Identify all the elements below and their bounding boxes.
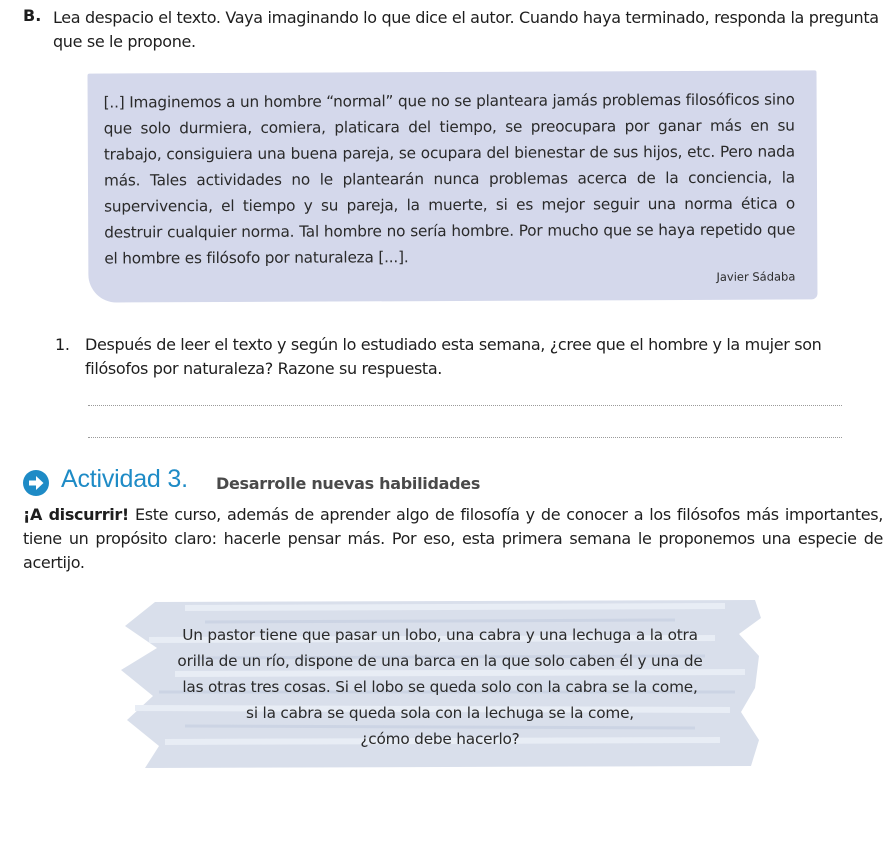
intro-lead: ¡A discurrir! — [23, 505, 129, 524]
question-text: Después de leer el texto y según lo estudiado esta semana, ¿cree que el hombre y la mujer son filósofos por naturaleza? Razone su respuesta. — [85, 335, 822, 378]
riddle-text — [130, 622, 750, 752]
riddle-line: orilla de un río, dispone de una barca en la que solo caben él y una de — [177, 652, 703, 670]
section-b-marker: B. — [23, 6, 42, 25]
question-1 — [55, 333, 885, 381]
section-b-instruction: Lea despacio el texto. Vaya imaginando lo que dice el autor. Cuando haya terminado, responda la pregunta que se le propone. — [53, 8, 879, 51]
section-b — [23, 6, 883, 54]
intro-text: Este curso, además de aprender algo de filosofía y de conocer a los filósofos más importantes, tiene un propósito claro: hacerle pensar más. Por eso, esta primera semana le proponemos una especie de acertijo. — [23, 505, 883, 572]
quote-box — [88, 70, 818, 302]
intro-paragraph — [23, 503, 883, 575]
riddle-line: las otras tres cosas. Si el lobo se queda solo con la cabra se la come, — [182, 678, 698, 696]
answer-line[interactable] — [88, 405, 842, 406]
riddle-line: Un pastor tiene que pasar un lobo, una cabra y una lechuga a la otra — [182, 626, 698, 644]
riddle-line: ¿cómo debe hacerlo? — [360, 730, 520, 748]
quote-author: Javier Sádaba — [716, 269, 796, 284]
riddle-line: si la cabra se queda sola con la lechuga se la come, — [246, 704, 634, 722]
quote-text: [..] Imaginemos a un hombre “normal” que no se planteara jamás problemas filosóficos sino que solo durmiera, comiera, platicara del tiempo, se preocupara por ganar más en su trabajo, consiguiera una buena pareja, se ocupara del bienestar de sus hijos, etc. Pero nada más. Tales actividades no le plantearán nunca problemas acerca de la conciencia, la supervivencia, el tiempo y su pareja, la muerte, si es mejor seguir una norma ética o destruir cualquier norma. Tal hombre no sería hombre. Por mucho que se haya repetido que el hombre es filósofo por naturaleza [...]. — [103, 90, 796, 268]
arrow-circle-icon — [23, 470, 49, 496]
question-number: 1. — [55, 335, 70, 354]
activity-subtitle: Desarrolle nuevas habilidades — [216, 474, 481, 493]
activity-title: Actividad 3. — [61, 465, 188, 493]
answer-line[interactable] — [88, 437, 842, 438]
